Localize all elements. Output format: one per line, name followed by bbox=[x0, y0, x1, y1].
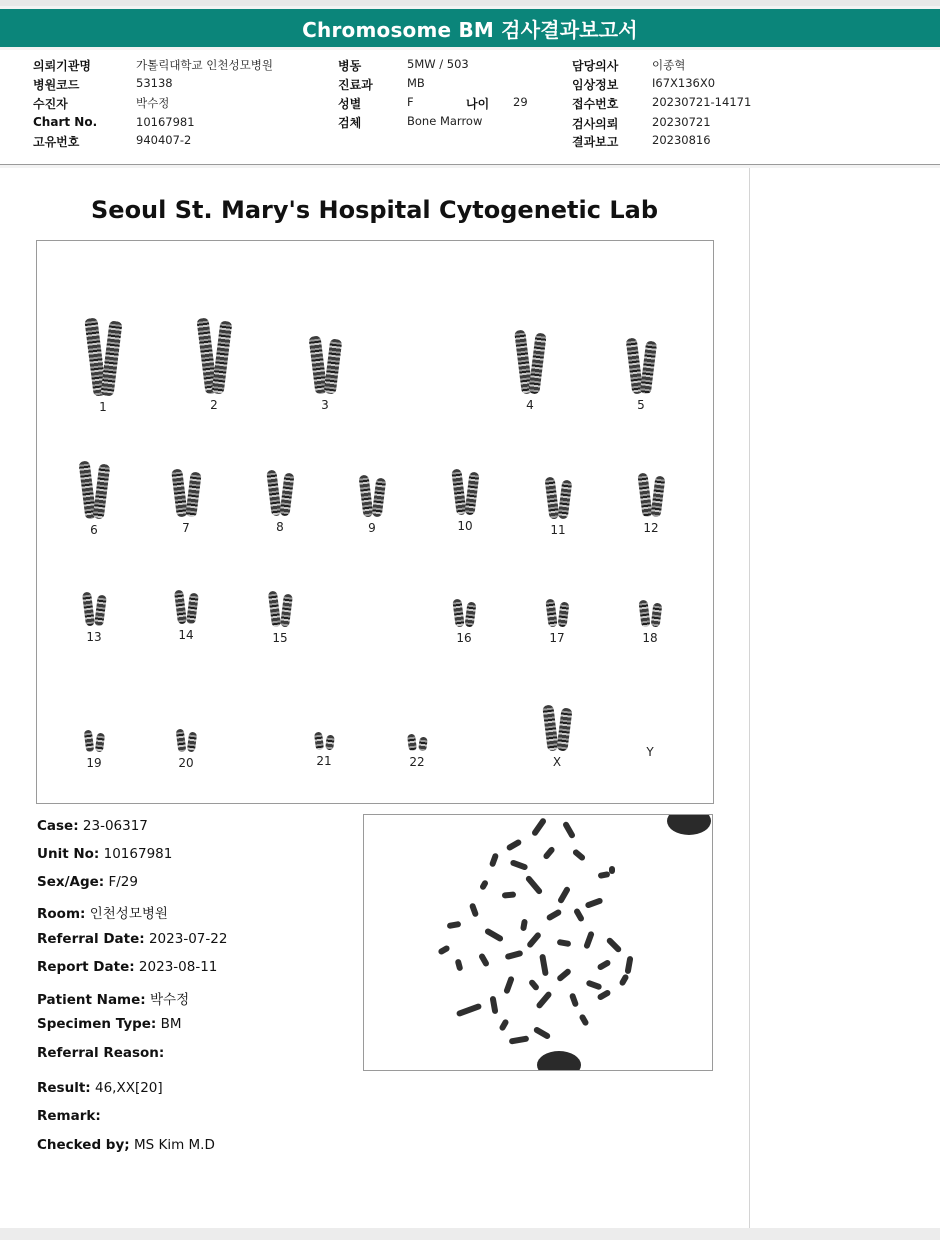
checked-by-row bbox=[37, 1137, 215, 1153]
metaphase-chromosome bbox=[562, 821, 576, 840]
chromatid-9-1 bbox=[358, 475, 373, 518]
nucleus-blob bbox=[537, 1051, 581, 1070]
unit-no-row bbox=[37, 846, 172, 862]
chart-no-label: Chart No. bbox=[33, 115, 98, 129]
report-date-label: Report Date: bbox=[37, 959, 135, 975]
metaphase-chromosome bbox=[618, 973, 629, 986]
metaphase-chromosome bbox=[598, 871, 611, 879]
chromatid-14-2 bbox=[186, 593, 199, 625]
room-row bbox=[37, 902, 168, 922]
metaphase-chromosome bbox=[520, 919, 528, 932]
chromatid-1-2 bbox=[100, 320, 122, 396]
age-label: 나이 bbox=[466, 97, 490, 111]
metaphase-chromosome bbox=[437, 944, 450, 955]
metaphase-chromosome bbox=[478, 952, 490, 967]
chromosome-13 bbox=[62, 592, 126, 644]
chromatid-18-1 bbox=[638, 600, 650, 628]
chromosome-label: 10 bbox=[457, 519, 473, 533]
hospital-code-label: 병원코드 bbox=[33, 78, 80, 92]
institution-label: 의뢰기관명 bbox=[33, 59, 91, 73]
result-row bbox=[37, 1080, 163, 1096]
chromatid-21-1 bbox=[313, 732, 323, 751]
chromatid-21-2 bbox=[325, 735, 335, 751]
checked-by-value: MS Kim M.D bbox=[133, 1137, 215, 1153]
chromatid-3-2 bbox=[323, 338, 342, 394]
report-title: Chromosome BM 검사결과보고서 bbox=[0, 9, 940, 47]
metaphase-chromosome bbox=[585, 897, 604, 909]
metaphase-chromosome bbox=[596, 989, 611, 1001]
metaphase-chromosome bbox=[489, 852, 499, 867]
chromosome-19 bbox=[62, 730, 126, 770]
report-date-row bbox=[37, 959, 217, 975]
metaphase-chromosome bbox=[456, 1003, 482, 1018]
chromosome-2 bbox=[182, 318, 246, 412]
chromatid-13-2 bbox=[94, 595, 107, 627]
chromosome-label: 19 bbox=[86, 756, 102, 770]
chromatid-22-2 bbox=[418, 737, 428, 752]
clinical-info-label: 임상정보 bbox=[572, 78, 619, 92]
hospital-code-value: 53138 bbox=[136, 76, 173, 90]
chromosome-20 bbox=[154, 729, 218, 770]
metaphase-chromosome bbox=[498, 1018, 509, 1031]
unique-id-value: 940407-2 bbox=[136, 133, 192, 147]
metaphase-chromosome bbox=[542, 846, 556, 861]
chromatid-6-2 bbox=[92, 464, 110, 520]
specimen-type-label: Specimen Type: bbox=[37, 1016, 157, 1032]
chromosome-label: 18 bbox=[642, 631, 658, 645]
referral-date-row bbox=[37, 931, 227, 947]
metaphase-chromosome bbox=[525, 875, 544, 896]
remark-label: Remark: bbox=[37, 1108, 101, 1124]
chromosome-label: 22 bbox=[409, 755, 425, 769]
chromosome-label: 8 bbox=[276, 520, 284, 534]
chromosome-15 bbox=[248, 591, 312, 645]
chromosome-9 bbox=[340, 475, 404, 535]
bottom-border bbox=[0, 1228, 940, 1240]
metaphase-chromosome bbox=[557, 886, 571, 905]
chromatid-10-1 bbox=[451, 469, 467, 516]
institution-value: 가톨릭대학교 인천성모병원 bbox=[136, 58, 273, 72]
chart-no-value: 10167981 bbox=[136, 115, 195, 129]
unit-no-value: 10167981 bbox=[103, 846, 173, 862]
chromosome-label: 9 bbox=[368, 521, 376, 535]
chromosome-label: 12 bbox=[643, 521, 659, 535]
chromosome-1 bbox=[71, 318, 135, 414]
chromatid-4-2 bbox=[528, 333, 546, 395]
metaphase-chromosome bbox=[624, 956, 633, 975]
doctor-value: 이종혁 bbox=[652, 58, 686, 72]
metaphase-chromosome bbox=[489, 996, 498, 1015]
doctor-label: 담당의사 bbox=[572, 59, 619, 73]
case-row bbox=[37, 818, 148, 834]
chromosome-label: 7 bbox=[182, 521, 190, 535]
metaphase-image bbox=[363, 814, 713, 1071]
clinical-info-value: I67X136X0 bbox=[652, 76, 716, 90]
referral-date-label: Referral Date: bbox=[37, 931, 145, 947]
metaphase-chromosome bbox=[506, 838, 523, 851]
chromosome-16 bbox=[432, 599, 496, 645]
specimen-value: Bone Marrow bbox=[407, 114, 483, 128]
chromatid-x-2 bbox=[556, 707, 572, 751]
metaphase-chromosome bbox=[469, 902, 479, 917]
metaphase-chromosome bbox=[557, 939, 572, 947]
referral-reason-row bbox=[37, 1045, 164, 1061]
metaphase-chromosome bbox=[609, 866, 615, 874]
result-report-label: 결과보고 bbox=[572, 135, 619, 149]
unique-id-label: 고유번호 bbox=[33, 135, 80, 149]
ward-value: 5MW / 503 bbox=[407, 57, 469, 71]
chromosome-label: 2 bbox=[210, 398, 218, 412]
chromatid-12-1 bbox=[637, 473, 652, 518]
department-label: 진료과 bbox=[338, 78, 373, 92]
chromosome-label: 6 bbox=[90, 523, 98, 537]
chromosome-10 bbox=[433, 469, 497, 533]
karyogram bbox=[36, 240, 714, 804]
chromosome-11 bbox=[526, 477, 590, 537]
metaphase-chromosome bbox=[479, 879, 489, 891]
metaphase-chromosome bbox=[531, 817, 547, 837]
test-request-label: 검사의뢰 bbox=[572, 117, 619, 131]
chromosome-14 bbox=[154, 590, 218, 642]
result-value: 46,XX[20] bbox=[94, 1080, 163, 1096]
chromosome-5 bbox=[609, 338, 673, 412]
chromosome-12 bbox=[619, 473, 683, 535]
report-date-value: 2023-08-11 bbox=[138, 959, 218, 975]
chromosome-x bbox=[525, 705, 589, 769]
chromatid-12-2 bbox=[650, 476, 665, 518]
age-value: 29 bbox=[513, 95, 528, 109]
chromatid-8-2 bbox=[279, 473, 294, 517]
chromatid-18-2 bbox=[650, 603, 662, 628]
chromatid-16-2 bbox=[464, 602, 476, 628]
metaphase-chromosome bbox=[572, 848, 587, 862]
chromatid-20-1 bbox=[175, 729, 186, 753]
metaphase-chromosome bbox=[484, 927, 504, 942]
patient-value: 박수정 bbox=[136, 96, 170, 110]
referral-date-value: 2023-07-22 bbox=[148, 931, 228, 947]
metaphase-chromosome bbox=[573, 907, 585, 922]
department-value: MB bbox=[407, 76, 425, 90]
metaphase-chromosome bbox=[533, 1026, 552, 1040]
metaphase-chromosome bbox=[528, 978, 540, 991]
metaphase-chromosome bbox=[585, 979, 602, 990]
metaphase-chromosome bbox=[578, 1013, 589, 1026]
case-label: Case: bbox=[37, 818, 79, 834]
top-border bbox=[0, 0, 940, 6]
chromatid-9-2 bbox=[371, 478, 386, 518]
patient-name-value: 박수정 bbox=[149, 992, 190, 1008]
lab-title: Seoul St. Mary's Hospital Cytogenetic Lab bbox=[91, 196, 658, 224]
patient-label: 수진자 bbox=[33, 97, 68, 111]
metaphase-chromosome bbox=[503, 976, 515, 995]
metaphase-chromosome bbox=[596, 959, 611, 971]
chromatid-20-2 bbox=[186, 732, 196, 753]
specimen-label: 검체 bbox=[338, 116, 362, 130]
chromatid-7-2 bbox=[185, 471, 201, 517]
chromosome-8 bbox=[248, 470, 312, 534]
chromosome-label: 3 bbox=[321, 398, 329, 412]
metaphase-chromosome bbox=[606, 937, 623, 954]
chromatid-5-2 bbox=[639, 341, 656, 395]
chromatid-11-2 bbox=[557, 480, 572, 520]
metaphase-chromosome bbox=[505, 950, 524, 960]
sex-age-value: F/29 bbox=[108, 874, 138, 890]
report-sheet bbox=[0, 168, 750, 1228]
chromosome-label: Y bbox=[646, 745, 654, 759]
specimen-type-row bbox=[37, 1016, 182, 1032]
chromosome-label: 11 bbox=[550, 523, 566, 537]
metaphase-chromosome bbox=[502, 891, 516, 898]
chromatid-2-2 bbox=[211, 321, 232, 395]
referral-reason-label: Referral Reason: bbox=[37, 1045, 165, 1061]
chromatid-14-1 bbox=[173, 590, 186, 625]
chromosome-22 bbox=[385, 734, 449, 769]
chromosome-label: 1 bbox=[99, 400, 107, 414]
metaphase-chromosome bbox=[583, 931, 595, 950]
sex-age-label: Sex/Age: bbox=[37, 874, 105, 890]
specimen-type-value: BM bbox=[160, 1016, 182, 1032]
metaphase-chromosome bbox=[526, 931, 542, 949]
chromosome-label: 4 bbox=[526, 398, 534, 412]
chromosome-label: X bbox=[552, 755, 562, 769]
metaphase-chromosome bbox=[569, 992, 579, 1007]
chromosome-label: 20 bbox=[178, 756, 194, 770]
case-value: 23-06317 bbox=[82, 818, 148, 834]
chromatid-15-2 bbox=[280, 594, 293, 628]
chromosome-4 bbox=[498, 330, 562, 412]
chromatid-x-1 bbox=[542, 705, 559, 752]
chromosome-label: 13 bbox=[86, 630, 102, 644]
chromosome-label: 21 bbox=[316, 754, 332, 768]
chromatid-19-2 bbox=[94, 733, 104, 753]
test-request-value: 20230721 bbox=[652, 115, 711, 129]
nucleus-blob bbox=[667, 815, 711, 835]
chromatid-13-1 bbox=[81, 592, 94, 627]
sex-label: 성별 bbox=[338, 97, 362, 111]
sex-value: F bbox=[407, 95, 414, 109]
patient-name-row bbox=[37, 988, 189, 1008]
metaphase-chromosome bbox=[546, 908, 563, 921]
chromosome-7 bbox=[154, 469, 218, 535]
metaphase-chromosome bbox=[447, 921, 462, 929]
chromatid-22-1 bbox=[406, 734, 416, 752]
patient-name-label: Patient Name: bbox=[37, 992, 146, 1008]
chromosome-6 bbox=[62, 461, 126, 537]
receipt-no-label: 접수번호 bbox=[572, 97, 619, 111]
chromatid-7-1 bbox=[171, 469, 188, 518]
chromatid-17-1 bbox=[545, 599, 557, 628]
result-label: Result: bbox=[37, 1080, 91, 1096]
chromatid-19-1 bbox=[83, 730, 94, 753]
metaphase-chromosome bbox=[509, 1035, 530, 1044]
chromatid-8-1 bbox=[266, 470, 282, 517]
chromatid-17-2 bbox=[557, 602, 569, 628]
chromosome-label: 5 bbox=[637, 398, 645, 412]
patient-info-panel bbox=[0, 50, 940, 165]
chromosome-y bbox=[618, 741, 682, 759]
sex-age-row bbox=[37, 874, 138, 890]
metaphase-chromosome bbox=[535, 990, 552, 1009]
chromosome-18 bbox=[618, 600, 682, 645]
chromosome-label: 17 bbox=[549, 631, 565, 645]
metaphase-chromosome bbox=[556, 968, 572, 983]
room-label: Room: bbox=[37, 906, 86, 922]
remark-row bbox=[37, 1108, 101, 1124]
chromatid-10-2 bbox=[464, 472, 479, 516]
chromosome-label: 15 bbox=[272, 631, 288, 645]
chromatid-15-1 bbox=[267, 591, 280, 628]
right-margin-pane bbox=[750, 168, 940, 1228]
unit-no-label: Unit No: bbox=[37, 846, 100, 862]
chromosome-17 bbox=[525, 599, 589, 645]
ward-label: 병동 bbox=[338, 59, 362, 73]
checked-by-label: Checked by; bbox=[37, 1137, 130, 1153]
metaphase-chromosome bbox=[510, 859, 529, 871]
metaphase-spread bbox=[364, 815, 712, 1070]
room-value: 인천성모병원 bbox=[89, 906, 168, 922]
chromatid-11-1 bbox=[544, 477, 559, 520]
chromosome-label: 16 bbox=[456, 631, 472, 645]
chromosome-3 bbox=[293, 336, 357, 412]
metaphase-chromosome bbox=[455, 958, 464, 971]
receipt-no-value: 20230721-14171 bbox=[652, 95, 752, 109]
chromosome-21 bbox=[292, 732, 356, 768]
chromosome-label: 14 bbox=[178, 628, 194, 642]
chromatid-16-1 bbox=[452, 599, 464, 628]
metaphase-chromosome bbox=[539, 954, 549, 977]
result-report-value: 20230816 bbox=[652, 133, 711, 147]
